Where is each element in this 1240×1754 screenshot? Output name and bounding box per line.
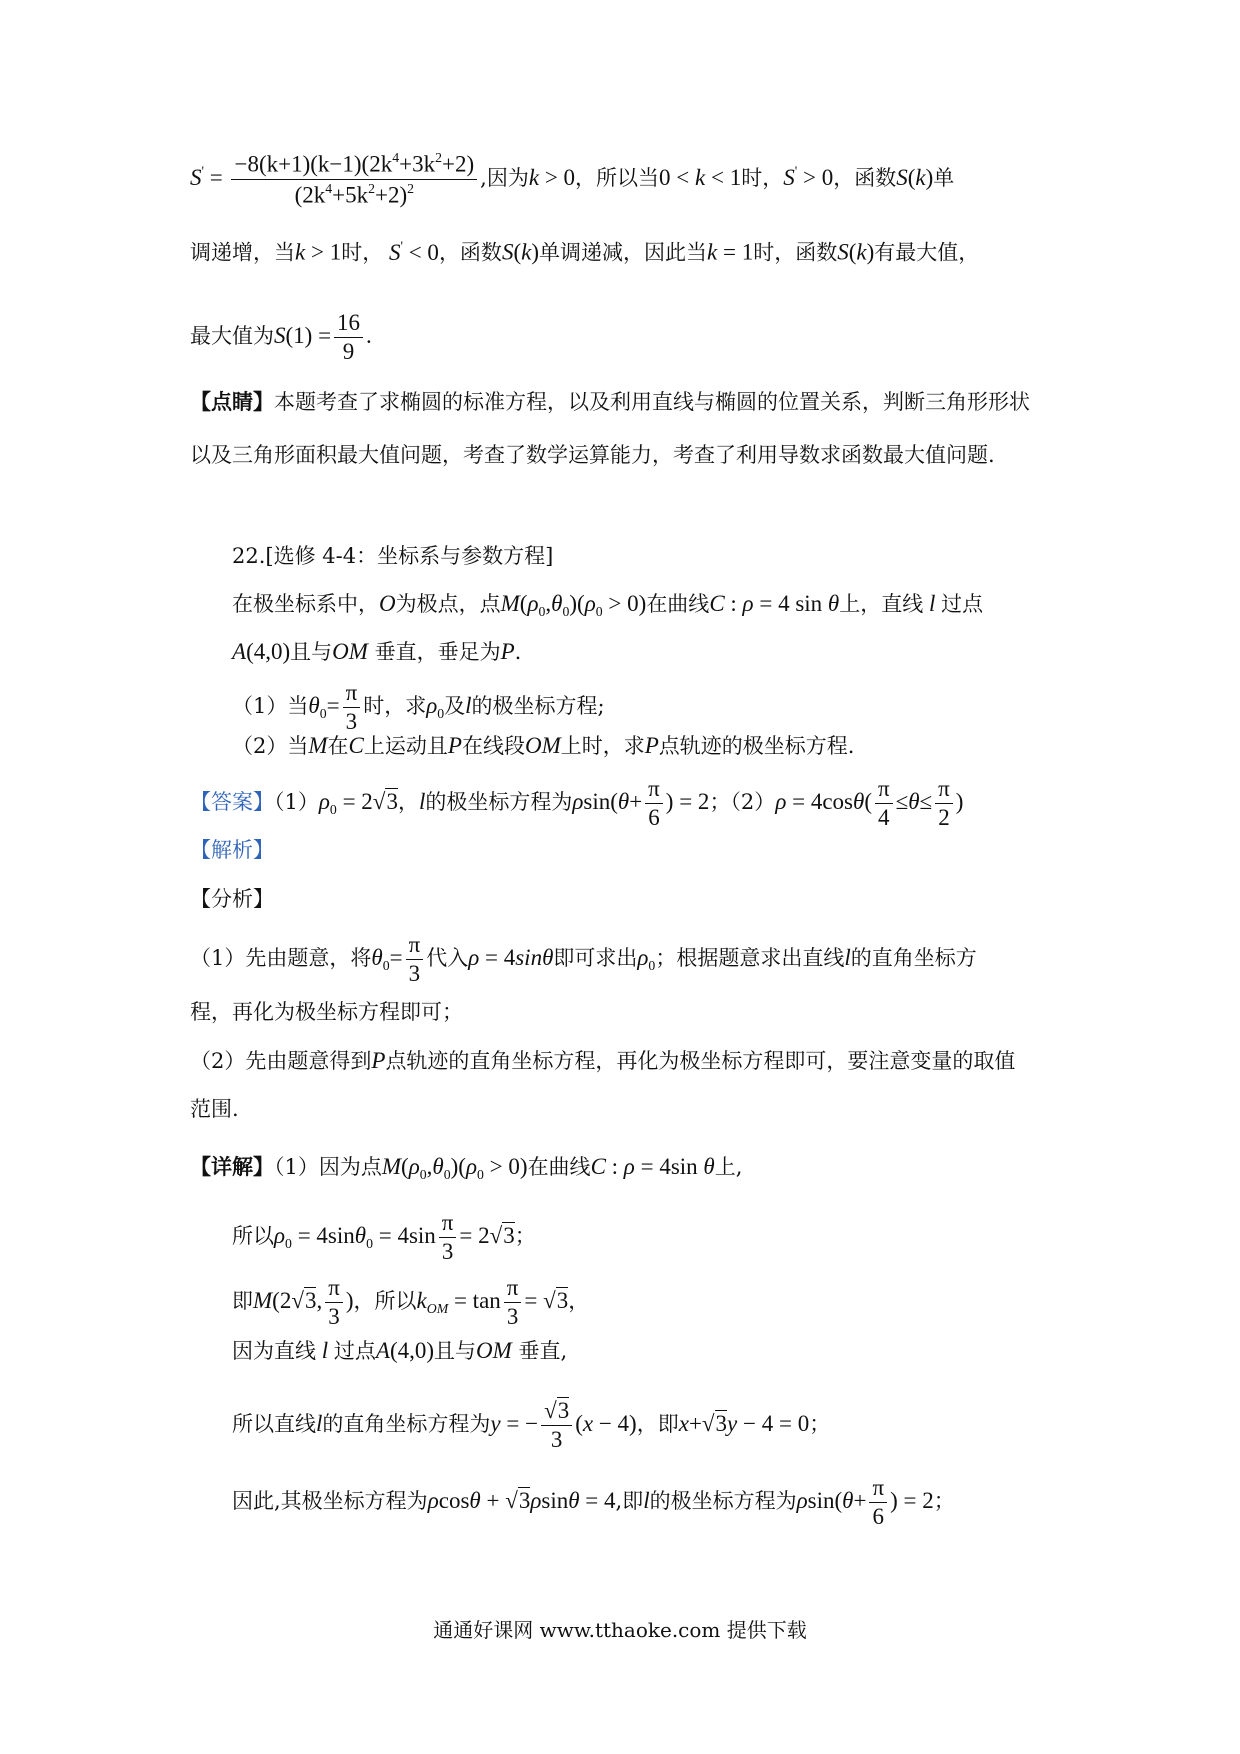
q22-para1: 在极坐标系中，O为极点，点$M(\rho_0,\theta_0)(\rho_0 > 0)$在曲线C : ρ = 4 sin θ上，直线 l 过点	[232, 591, 984, 619]
xiangjie-line2: 所以$\rho_0 = 4\sin\theta_0 = 4\sin$ $\frac{\pi}{3}$ = 2√3；	[232, 1210, 536, 1265]
fenxi-2: （2）先由题意得到P点轨迹的直角坐标方程，再化为极坐标方程即可，要注意变量的取值	[190, 1048, 1016, 1073]
jiexi-label: 【解析】	[190, 838, 274, 862]
derivative-formula: S' = $\frac{-8(k+1)(k-1)(2k^4+3k^2+2)}{(2k^4+5k^2+2)^2}$	[190, 165, 480, 190]
dianjing-line2: 以及三角形面积最大值问题，考查了数学运算能力，考查了利用导数求函数最大值问题.	[190, 443, 995, 467]
max-value-line: 最大值为S(1) = $\frac{16}{9}$ .	[190, 310, 372, 365]
dianjing-line1: 【点睛】本题考查了求椭圆的标准方程，以及利用直线与椭圆的位置关系，判断三角形形状	[190, 389, 1030, 414]
page-footer: 通通好课网 www.tthaoke.com 提供下载	[433, 1618, 807, 1642]
fenxi-1-cont: 程，再化为极坐标方程即可；	[190, 1000, 463, 1024]
xiangjie-line1: 【详解】（1）因为点$M(\rho_0,\theta_0)(\rho_0 > 0)$在曲线C : ρ = 4sin θ上,	[190, 1154, 743, 1182]
q22-sub1: （1）当$\theta_0=$ $\frac{\pi}{3}$ 时，求$\rho_0$及l的极坐标方程;	[232, 680, 605, 735]
answer-label: 【答案】	[190, 790, 274, 815]
xiangjie-line4: 因为直线 l 过点A(4,0)且与OM 垂直,	[232, 1338, 568, 1363]
q22-title: 22.[选修 4-4：坐标系与参数方程]	[232, 544, 554, 568]
answer-line: 【答案】$(1)\rho_0 = 2√3$，l的极坐标方程为ρsin(θ+ $\frac{\pi}{6}$ ) = 2；（2）ρ = 4cosθ( $\frac{\pi}{4}$ ≤θ≤ $\frac{\pi}{2}$ )	[190, 776, 964, 831]
fenxi-1: （1）先由题意，将$\theta_0=$ $\frac{\pi}{3}$ 代入ρ = 4sinθ即可求出$\rho_0$；根据题意求出直线l的直角坐标方	[190, 932, 977, 987]
fenxi-2-cont: 范围.	[190, 1097, 239, 1121]
fenxi-label: 【分析】	[190, 887, 274, 911]
monotonic-line: 调递增，当k > 1时， S' < 0，函数S(k)单调递减，因此当k = 1时，函数S(k)有最大值，	[190, 238, 980, 265]
xiangjie-line5: 所以直线l的直角坐标方程为y = − $\frac{√3}{3}$ (x − 4)，即x+√3y − 4 = 0；	[232, 1398, 831, 1453]
q22-para2: A(4,0)且与OM 垂直，垂足为P.	[232, 639, 522, 664]
xiangjie-line3: 即M(2√3, $\frac{\pi}{3}$ )，所以$k_{OM} = \tan$ $\frac{\pi}{3}$ = √3，	[232, 1275, 590, 1330]
xiangjie-line6: 因此,其极坐标方程为ρcosθ + √3ρsinθ = 4,即l的极坐标方程为ρsin(θ+ $\frac{\pi}{6}$ ) = 2；	[232, 1475, 955, 1530]
derivative-line: S' = $\frac{-8(k+1)(k-1)(2k^4+3k^2+2)}{(2k^4+5k^2+2)^2}$ ,因为k > 0，所以当0 < k < 1时，S' > 0，函数S(k)单	[190, 150, 955, 208]
q22-sub2: （2）当M在C上运动且P在线段OM上时，求P点轨迹的极坐标方程.	[232, 733, 855, 758]
xiangjie-label: 【详解】	[190, 1154, 274, 1179]
dianjing-label: 【点睛】	[190, 389, 274, 414]
derivative-fraction: $\frac{-8(k+1)(k-1)(2k^4+3k^2+2)}{(2k^4+5k^2+2)^2}$	[231, 150, 477, 209]
